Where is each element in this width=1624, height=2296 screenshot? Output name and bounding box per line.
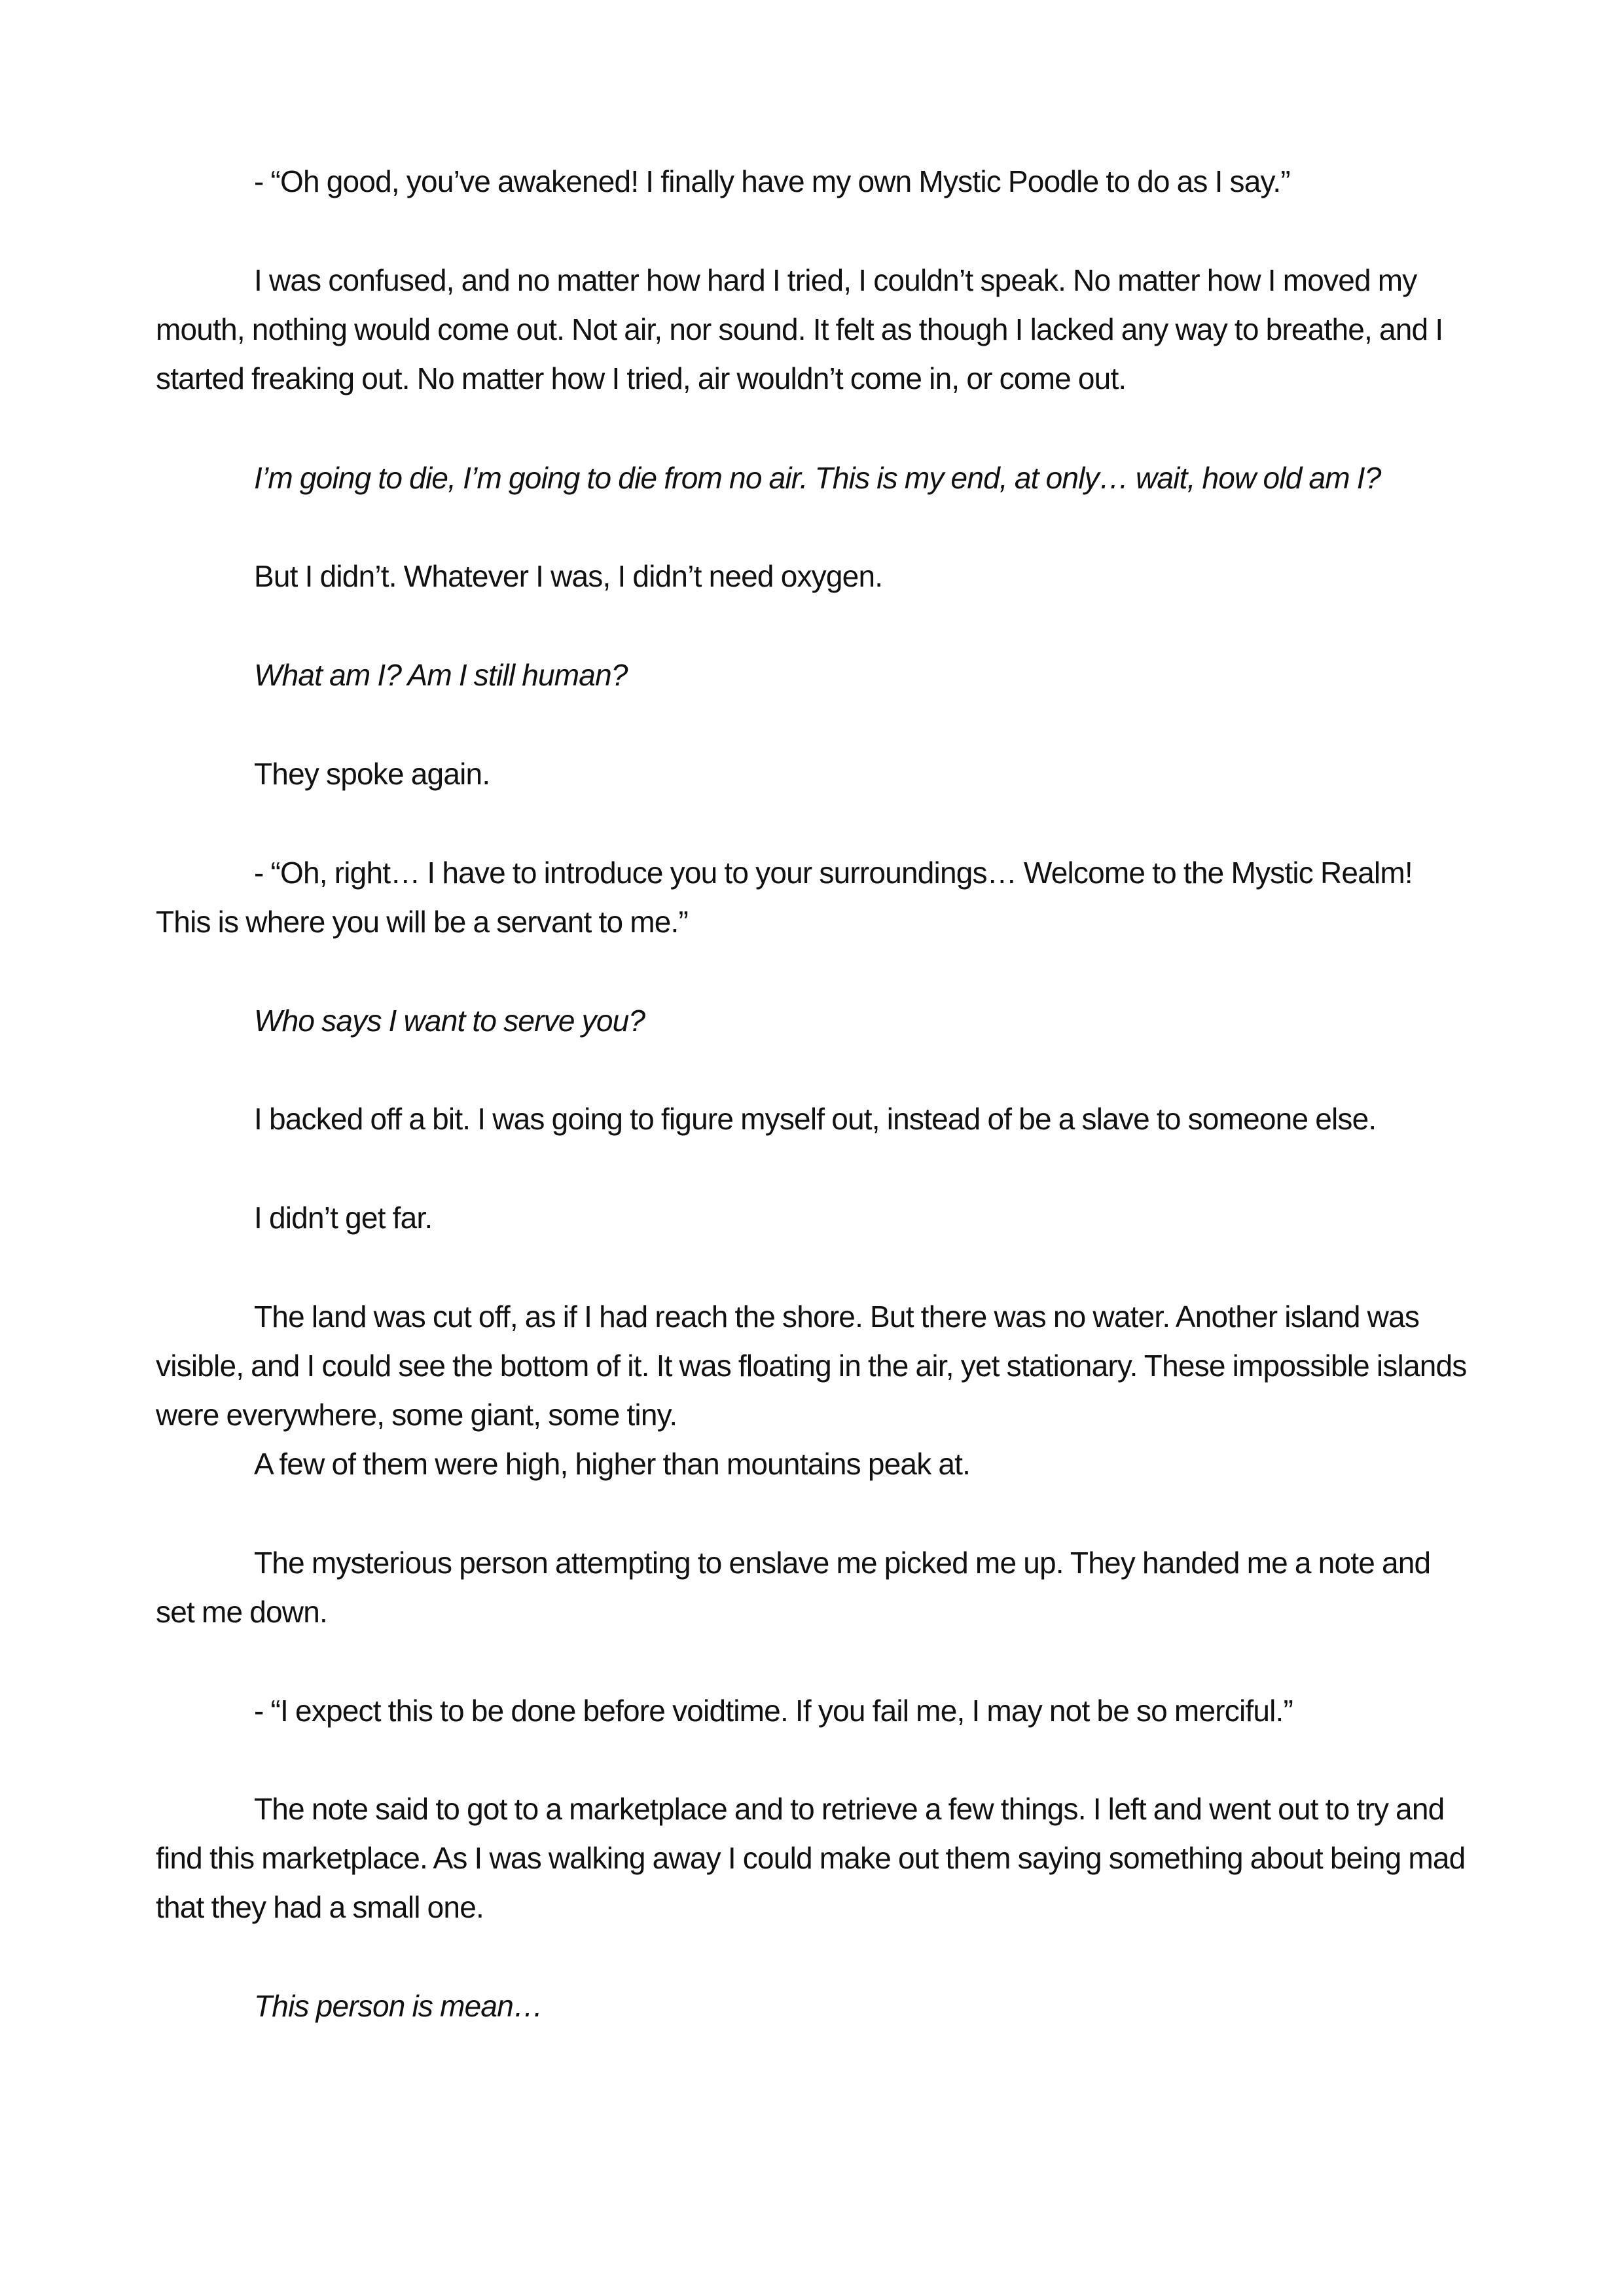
- paragraph: The note said to got to a marketplace and to retrieve a few things. I left and went out to try and find this marketplace. As I was walking away I could make out them saying something about being mad that they had a small one.: [156, 1792, 1466, 1924]
- paragraph: - “Oh good, you’ve awakened! I finally have my own Mystic Poodle to do as I say.”: [254, 164, 1290, 198]
- paragraph-italic: What am I? Am I still human?: [254, 658, 628, 692]
- paragraph: But I didn’t. Whatever I was, I didn’t need oxygen.: [254, 559, 883, 593]
- paragraph-italic: This person is mean…: [254, 1989, 543, 2023]
- paragraph: - “Oh, right… I have to introduce you to your surroundings… Welcome to the Mystic Realm! This is where you will be a servant to me.”: [156, 856, 1413, 939]
- paragraph: I backed off a bit. I was going to figure myself out, instead of be a slave to someone else.: [254, 1102, 1377, 1136]
- paragraph-italic: Who says I want to serve you?: [254, 1004, 645, 1038]
- paragraph: A few of them were high, higher than mountains peak at.: [254, 1447, 971, 1481]
- paragraph: I was confused, and no matter how hard I tried, I couldn’t speak. No matter how I moved my mouth, nothing would come out. Not air, nor sound. It felt as though I lacked any way to breathe, and I started freaking out. No matter how I tried, air wouldn’t come in, or come out.: [156, 263, 1443, 395]
- paragraph-italic: I’m going to die, I’m going to die from no air. This is my end, at only… wait, how old am I?: [254, 461, 1381, 495]
- paragraph: The land was cut off, as if I had reach the shore. But there was no water. Another island was visible, and I could see the bottom of it. It was floating in the air, yet stationary. These impossible islands were everywhere, some giant, some tiny.: [156, 1300, 1467, 1432]
- paragraph: The mysterious person attempting to enslave me picked me up. They handed me a note and set me down.: [156, 1546, 1431, 1629]
- paragraph: I didn’t get far.: [254, 1201, 433, 1235]
- paragraph: - “I expect this to be done before voidtime. If you fail me, I may not be so merciful.”: [254, 1694, 1293, 1728]
- paragraph: They spoke again.: [254, 757, 490, 791]
